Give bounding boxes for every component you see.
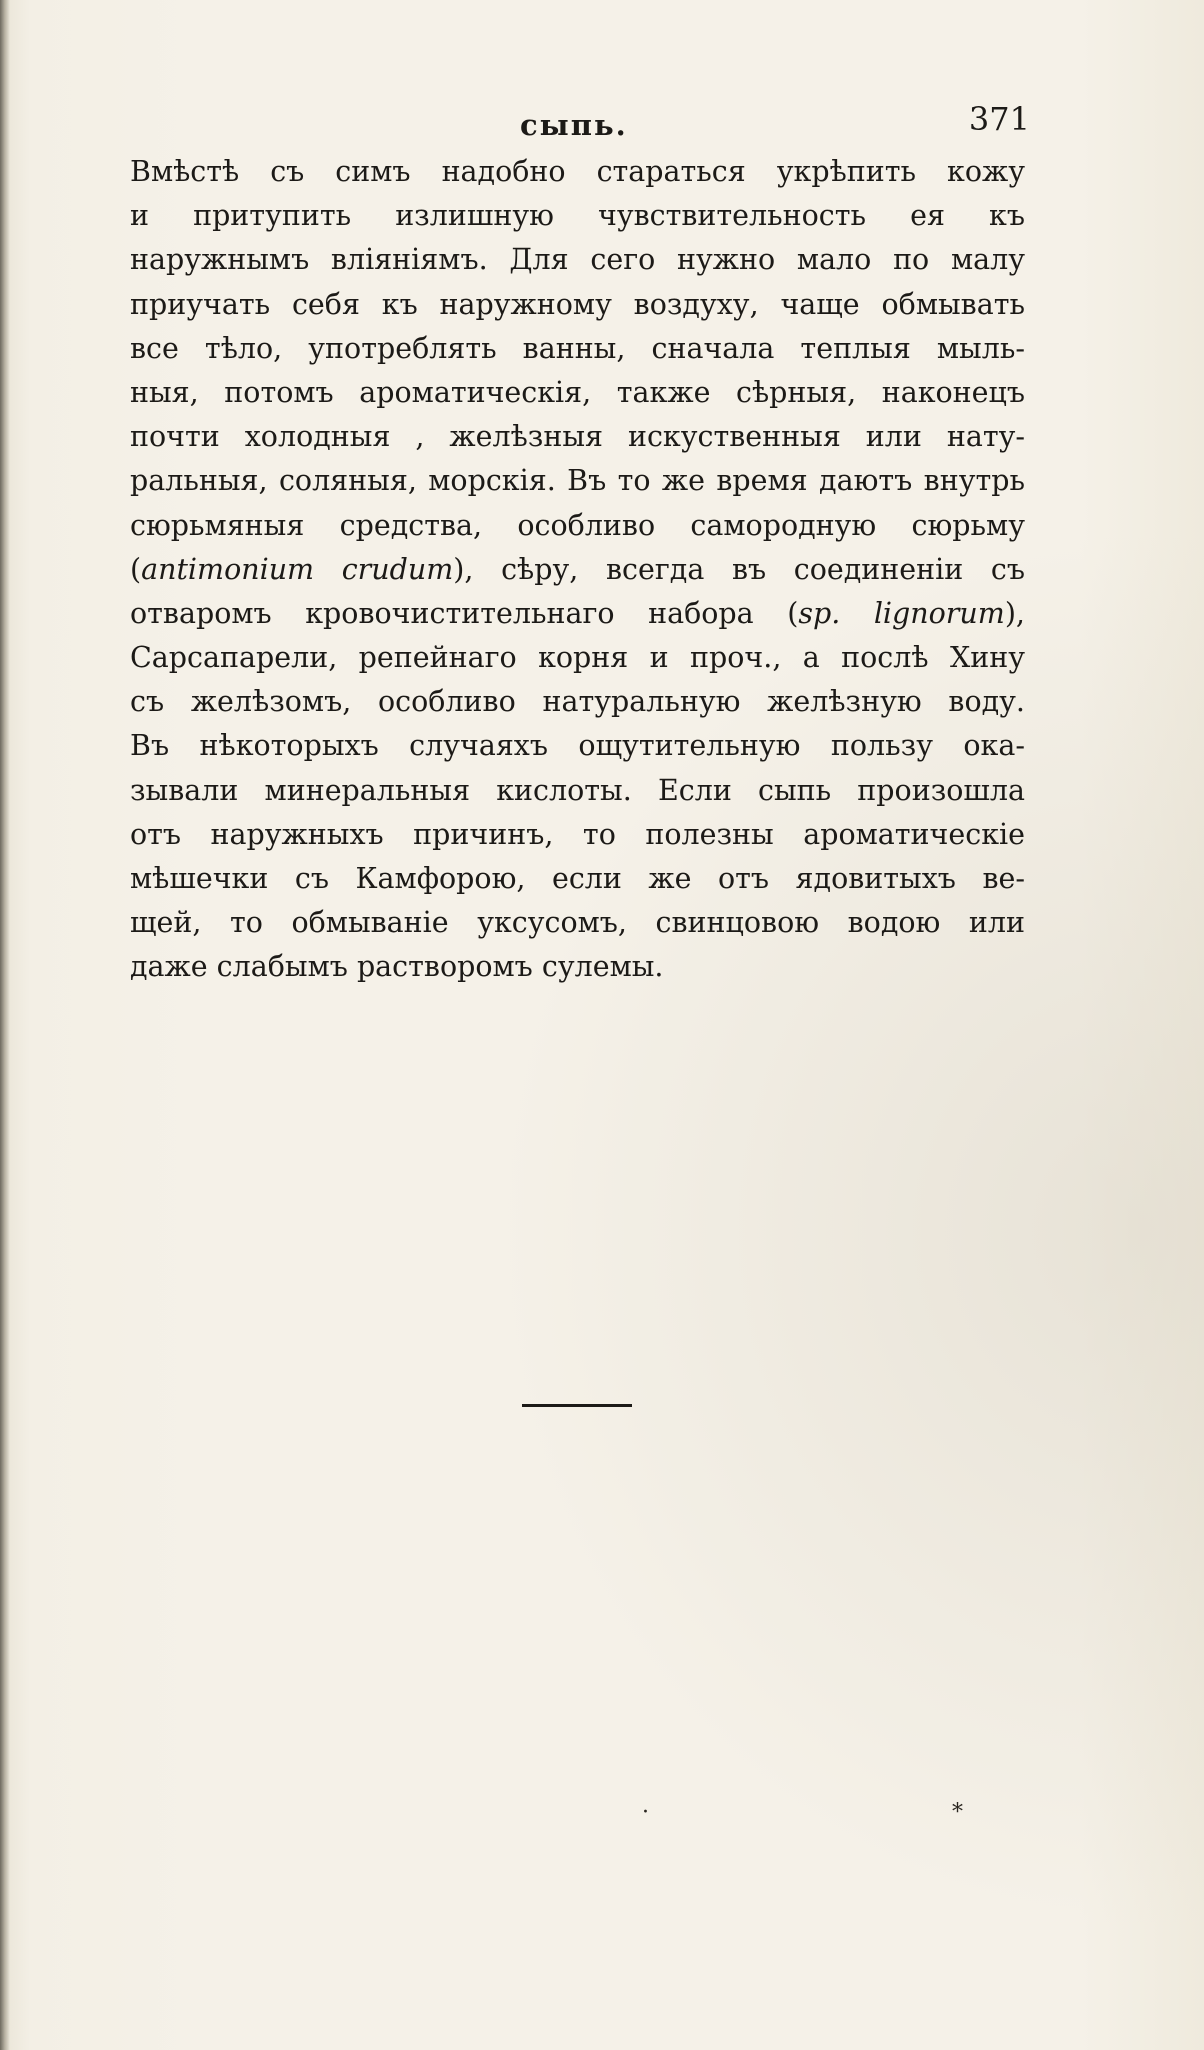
text-line-16: отъ наружныхъ причинъ, то полезны ароматическіе <box>130 817 1025 851</box>
text-line-1: Вмѣстѣ съ симъ надобно стараться укрѣпить кожу <box>130 155 1025 188</box>
text-line-15: зывали минеральныя кислоты. Если сыпь произошла <box>130 773 1025 807</box>
text-line-3: наружнымъ вліяніямъ. Для сего нужно мало по малу <box>130 243 1025 277</box>
text-line-5: все тѣло, употреблять ванны, сначала теплыя мыль- <box>130 331 1025 365</box>
page-header <box>130 100 1030 150</box>
text-line-13: съ желѣзомъ, особливо натуральную желѣзную воду. <box>130 685 1025 719</box>
text-line-19: даже слабымъ растворомъ сулемы. <box>130 950 664 984</box>
running-head: сыпь. <box>520 108 628 142</box>
section-end-rule <box>522 1404 632 1407</box>
book-gutter <box>0 0 10 2050</box>
text-line-7: почти холодныя , желѣзныя искуственныя или нату- <box>130 420 1025 454</box>
print-mark-left: · <box>642 1800 649 1825</box>
text-line-4: приучать себя къ наружному воздуху, чаще обмывать <box>130 287 1025 321</box>
text-line-6: ныя, потомъ ароматическія, также сѣрныя, наконецъ <box>130 375 1025 409</box>
text-line-8: ральныя, соляныя, морскія. Въ то же время даютъ внутрь <box>130 464 1025 498</box>
print-mark-right: * <box>952 1800 963 1825</box>
text-line-12: Сарсапарели, репейнаго корня и проч., а послѣ Хину <box>130 641 1025 675</box>
text-line-17: мѣшечки съ Камфорою, если же отъ ядовитыхъ ве- <box>130 862 1025 895</box>
text-line-14: Въ нѣкоторыхъ случаяхъ ощутительную пользу ока- <box>130 729 1025 763</box>
text-line-18: щей, то обмываніе уксусомъ, свинцовою водою или <box>130 906 1025 940</box>
text-line-2: и притупить излишную чувствительность ея къ <box>130 199 1025 233</box>
body-text <box>130 150 1025 990</box>
text-line-10: (antimonium crudum), сѣру, всегда въ соединеніи съ <box>130 552 1025 586</box>
page-number: 371 <box>968 100 1030 138</box>
text-line-9: сюрьмяныя средства, особливо самородную сюрьму <box>130 508 1025 542</box>
text-line-11: отваромъ кровочистительнаго набора (sp. lignorum), <box>130 596 1025 630</box>
